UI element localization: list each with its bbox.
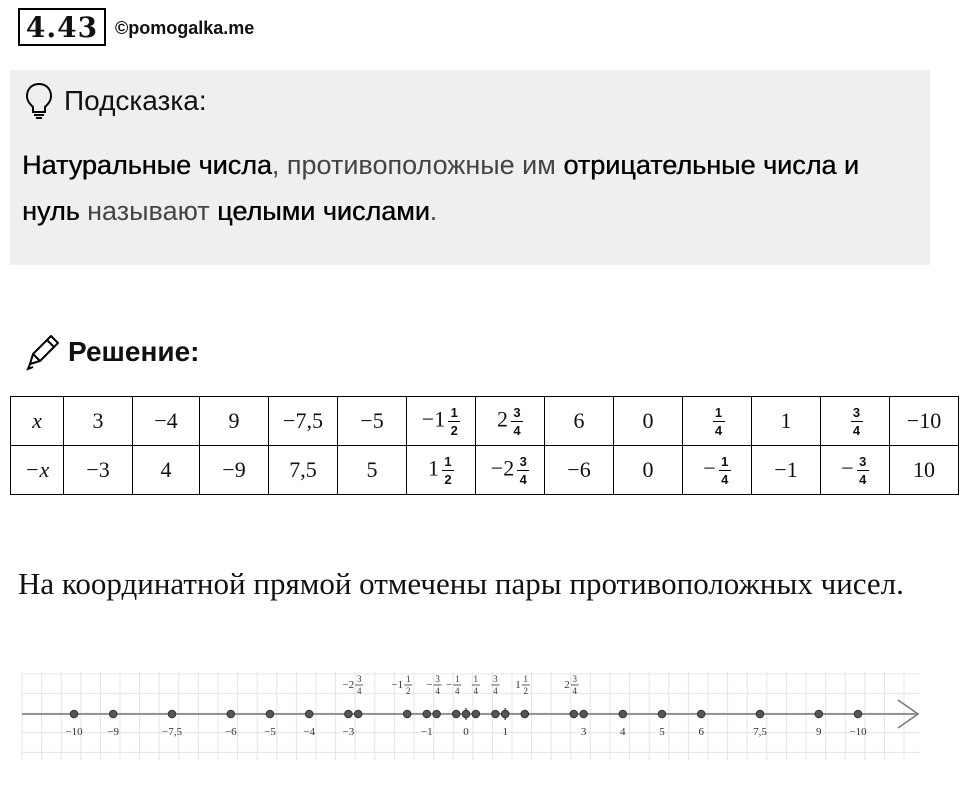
cell-value: −9 [222, 457, 246, 482]
table-cell [200, 397, 269, 446]
table-row-neg-x [11, 446, 959, 495]
fraction-label-whole: −2 [342, 679, 355, 691]
hint-title: Подсказка: [64, 85, 207, 116]
table-cell [614, 397, 683, 446]
table-cell [407, 397, 476, 446]
table-cell [683, 446, 752, 495]
tick-label: 4 [620, 726, 626, 738]
table-cell [338, 446, 407, 495]
table-cell [269, 446, 338, 495]
cell-value: −1 [421, 406, 446, 432]
cell-value: −10 [906, 408, 942, 433]
point [756, 710, 764, 718]
point [570, 710, 578, 718]
fraction-label-whole: − [445, 679, 453, 691]
tick-label: −4 [303, 726, 316, 738]
cell-value: − [841, 455, 854, 481]
tick-label: −1 [420, 726, 433, 738]
fraction-label-numerator: 1 [454, 674, 460, 684]
denominator: 4 [852, 422, 861, 438]
point [619, 710, 627, 718]
hint-plain: называют [79, 196, 218, 226]
fraction-label-numerator: 3 [356, 674, 362, 684]
lightbulb-icon [24, 82, 54, 120]
denominator: 4 [859, 471, 867, 487]
solution-title: Решение: [68, 336, 200, 367]
fraction [851, 405, 863, 438]
point [492, 710, 500, 718]
cell-value: −5 [360, 408, 384, 433]
table-cell [476, 446, 545, 495]
denominator: 4 [714, 422, 723, 438]
fraction-label-whole: 2 [564, 679, 570, 691]
cell-value: 10 [913, 457, 935, 482]
numerator: 1 [444, 453, 452, 469]
point [472, 710, 480, 718]
tick-label: −3 [342, 726, 355, 738]
cell-value: −4 [154, 408, 178, 433]
point [227, 710, 235, 718]
point [815, 710, 823, 718]
table-cell [545, 397, 614, 446]
values-table [10, 396, 959, 495]
problem-number: 4.43 [18, 8, 106, 46]
fraction-label-denominator: 4 [473, 686, 479, 696]
table-cell [338, 397, 407, 446]
pencil-icon [22, 332, 62, 372]
cell-value: −7,5 [283, 408, 323, 433]
table-cell [476, 397, 545, 446]
point [168, 710, 176, 718]
fraction-label-denominator: 4 [493, 686, 498, 696]
table-cell [133, 397, 200, 446]
tick-label: 6 [698, 726, 704, 738]
fraction-label-numerator: 3 [435, 674, 440, 684]
tick-label: −10 [849, 726, 867, 738]
fraction [511, 405, 523, 438]
fraction [442, 454, 454, 487]
numerator: 3 [859, 453, 867, 469]
fraction-bar [857, 470, 869, 471]
fraction-bar [719, 470, 731, 471]
tick-label: 1 [502, 726, 508, 738]
denominator: 4 [513, 422, 521, 438]
point [109, 710, 117, 718]
point [423, 710, 431, 718]
fraction-label-whole: − [426, 679, 433, 691]
hint-plain: . [429, 196, 438, 226]
fraction [517, 454, 529, 487]
fraction-bar [448, 421, 460, 422]
cell-value: 5 [366, 457, 378, 482]
hint-box [10, 70, 930, 265]
fraction-label-numerator: 3 [493, 674, 498, 684]
fraction-label-denominator: 4 [572, 686, 578, 696]
table-cell [752, 397, 821, 446]
tick-label: 5 [659, 726, 665, 738]
cell-value: 3 [92, 408, 104, 433]
fraction-label-denominator: 4 [356, 686, 362, 696]
tick-label: 7,5 [753, 726, 767, 738]
tick-label: −7,5 [162, 726, 182, 738]
cell-value: −2 [490, 455, 515, 481]
cell-value: 7,5 [289, 457, 317, 482]
table-cell [614, 446, 683, 495]
point [501, 710, 509, 718]
point [462, 710, 470, 718]
solution-header [22, 332, 199, 372]
fraction-label-numerator: 1 [405, 674, 411, 684]
table-cell [407, 446, 476, 495]
fraction-label-denominator: 2 [405, 686, 411, 696]
tick-label: 0 [463, 726, 469, 738]
cell-value: 4 [160, 457, 172, 482]
point [266, 710, 274, 718]
hint-plain: , противоположные им [271, 150, 564, 180]
denominator: 4 [721, 471, 729, 487]
point [854, 710, 862, 718]
fraction-label-numerator: 3 [572, 674, 578, 684]
tick-label: 9 [816, 726, 822, 738]
tick-label: −5 [264, 726, 276, 738]
point [403, 710, 411, 718]
cell-value: 0 [642, 457, 654, 482]
point [354, 710, 362, 718]
point [580, 710, 588, 718]
cell-value: 6 [573, 408, 585, 433]
cell-value: 1 [428, 455, 439, 481]
fraction-label-whole: −1 [391, 679, 404, 691]
point [433, 710, 441, 718]
point [697, 710, 705, 718]
numerator: 1 [714, 404, 723, 420]
fraction-bar [442, 470, 454, 471]
table-cell [269, 397, 338, 446]
table-row-x [11, 397, 959, 446]
denominator: 4 [519, 471, 527, 487]
cell-value: 0 [642, 408, 654, 433]
point [658, 710, 666, 718]
table-cell [545, 446, 614, 495]
fraction-label-numerator: 1 [523, 674, 529, 684]
paragraph: На координатной прямой отмечены пары противоположных чисел. [18, 566, 904, 601]
fraction-bar [511, 421, 523, 422]
numerator: 3 [852, 404, 861, 420]
row-label: −x [11, 446, 64, 495]
tick-label: −6 [224, 726, 237, 738]
cell-value: −3 [86, 457, 110, 482]
fraction-bar [851, 421, 863, 422]
denominator: 2 [444, 471, 452, 487]
cell-value: 2 [497, 406, 508, 432]
fraction-label-numerator: 1 [473, 674, 479, 684]
table-cell [683, 397, 752, 446]
hint-header [24, 82, 207, 120]
fraction-bar [713, 421, 725, 422]
table-cell [821, 446, 890, 495]
row-label: x [11, 397, 64, 446]
hint-emphasis: отрицательные числа и нуль [22, 150, 859, 226]
point [70, 710, 78, 718]
fraction [713, 405, 725, 438]
denominator: 2 [450, 422, 458, 438]
fraction-label-whole: 1 [515, 679, 521, 691]
numerator: 3 [519, 453, 527, 469]
number-line [0, 660, 960, 770]
table-cell [821, 397, 890, 446]
fraction-label-denominator: 4 [454, 686, 460, 696]
hint-text [22, 142, 902, 234]
table-cell [133, 446, 200, 495]
cell-value: −1 [774, 457, 798, 482]
hint-emphasis: целыми числами [217, 196, 430, 226]
table-cell [890, 397, 959, 446]
point [521, 710, 529, 718]
cell-value: 1 [780, 408, 792, 433]
table-cell [200, 446, 269, 495]
tick-label: −9 [107, 726, 120, 738]
point [452, 710, 460, 718]
cell-value: 9 [228, 408, 240, 433]
tick-label: 3 [580, 726, 587, 738]
table-cell [890, 446, 959, 495]
cell-value: −6 [567, 457, 591, 482]
cell-value: − [703, 455, 716, 481]
fraction-bar [517, 470, 529, 471]
table-cell [64, 397, 133, 446]
point [345, 710, 353, 718]
fraction [448, 405, 460, 438]
numerator: 1 [450, 404, 458, 420]
fraction-label-denominator: 4 [435, 686, 440, 696]
fraction-label-denominator: 2 [523, 686, 529, 696]
point [305, 710, 313, 718]
fraction [719, 454, 731, 487]
numerator: 3 [513, 404, 521, 420]
tick-label: −10 [65, 726, 83, 738]
site-name: ©pomogalka.me [115, 18, 255, 38]
fraction [857, 454, 869, 487]
table-cell [64, 446, 133, 495]
table-cell [752, 446, 821, 495]
hint-emphasis: Натуральные числа [22, 150, 272, 180]
numerator: 1 [721, 453, 729, 469]
